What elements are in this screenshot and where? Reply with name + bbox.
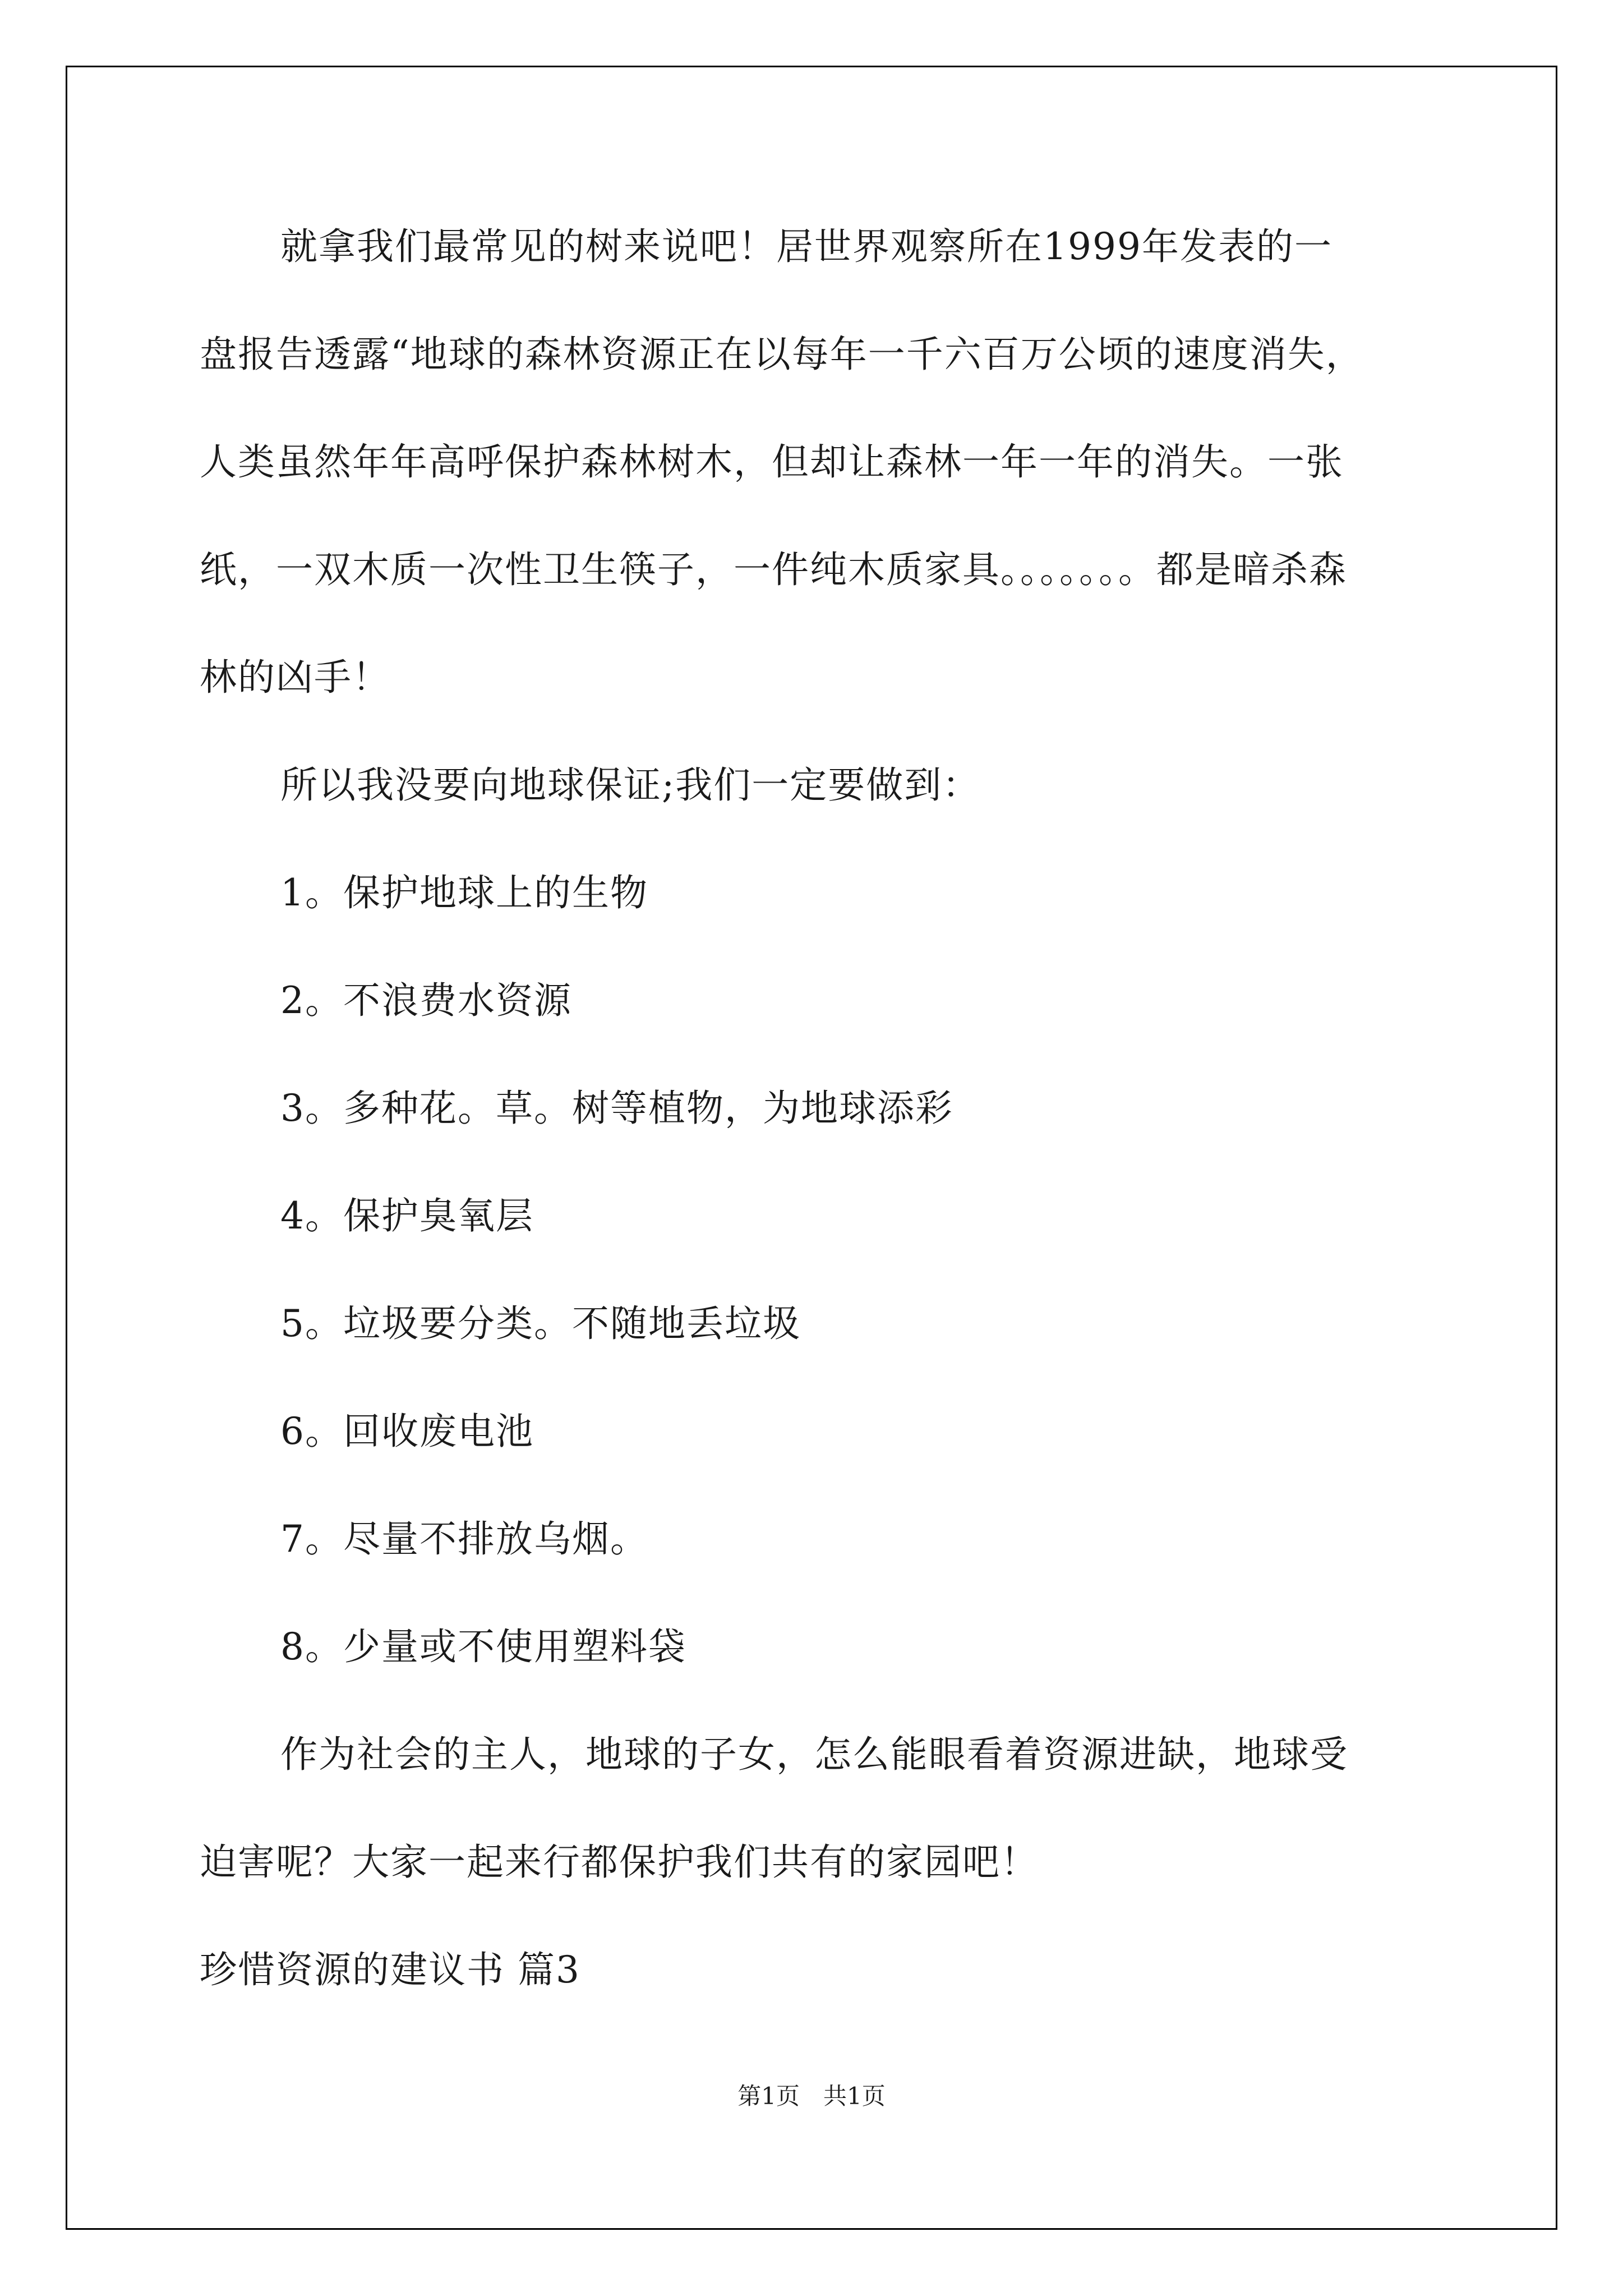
paragraph-3-line-2: 迫害呢？大家一起来行都保护我们共有的家园吧！ [200, 1841, 1039, 1884]
list-item: 6。回收废电池 [280, 1410, 534, 1453]
paragraph-2: 所以我没要向地球保证;我们一定要做到： [280, 763, 981, 807]
list-item: 1。保护地球上的生物 [280, 871, 648, 914]
list-item: 2。不浪费水资源 [280, 979, 572, 1022]
paragraph-3-line-1: 作为社会的主人，地球的子女，怎么能眼看着资源进缺，地球受 [280, 1733, 1348, 1776]
page-border [66, 66, 1557, 2230]
paragraph-1-line-4: 纸，一双木质一次性卫生筷子，一件纯木质家具。。。。。。。都是暗杀森 [200, 548, 1347, 591]
list-item: 4。保护臭氧层 [280, 1194, 534, 1237]
paragraph-1-line-5: 林的凶手！ [200, 656, 390, 699]
list-item: 7。尽量不排放乌烟。 [280, 1517, 648, 1561]
section-heading: 珍惜资源的建议书 篇3 [200, 1948, 580, 1991]
paragraph-1-line-2: 盘报告透露“地球的森林资源正在以每年一千六百万公顷的速度消失， [200, 333, 1364, 376]
list-item: 5。垃圾要分类。不随地丢垃圾 [280, 1302, 801, 1345]
paragraph-1-line-3: 人类虽然年年高呼保护森林树木，但却让森林一年一年的消失。一张 [200, 440, 1344, 484]
list-item: 3。多种花。草。树等植物，为地球添彩 [280, 1087, 953, 1130]
list-item: 8。少量或不使用塑料袋 [280, 1625, 686, 1668]
paragraph-1-line-1: 就拿我们最常见的树来说吧！居世界观察所在1999年发表的一 [280, 225, 1332, 268]
page-footer: 第1页 共1页 [737, 2082, 886, 2110]
